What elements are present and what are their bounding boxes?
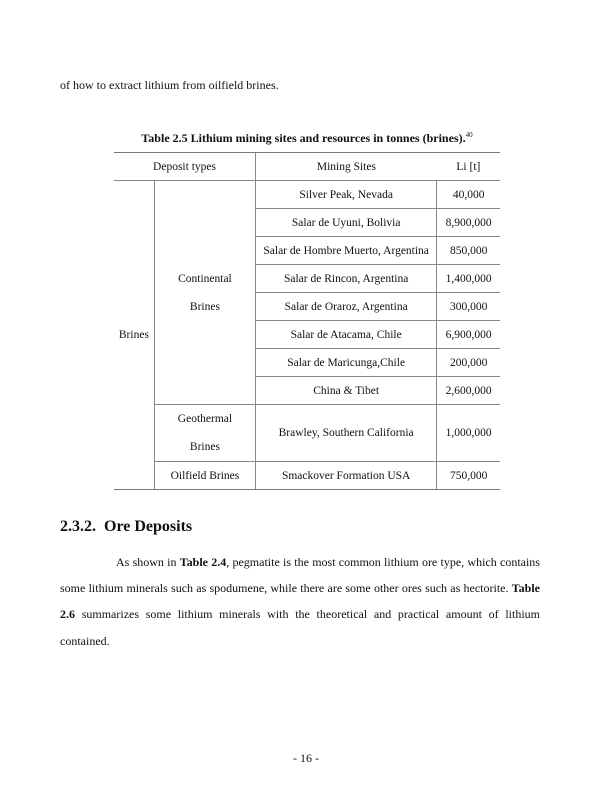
paragraph-text: , pegmatite is the most common lithium ore type, which contains some lithium minerals such as spodumene, while there are some other ores such as hectorite.: [60, 555, 540, 596]
table-reference: Table 2.6: [60, 581, 540, 622]
li-cell: 1,400,000: [437, 265, 500, 293]
site-cell: China & Tibet: [256, 377, 437, 405]
section-paragraph: [60, 549, 540, 654]
li-cell: 8,900,000: [437, 209, 500, 237]
subgroup-line: Brines: [189, 300, 220, 313]
paragraph-text: summarizes some lithium minerals with the theoretical and practical amount of lithium contained.: [60, 607, 540, 648]
li-cell: 2,600,000: [437, 377, 500, 405]
site-cell: Salar de Rincon, Argentina: [256, 265, 437, 293]
table-row: [114, 405, 500, 462]
header-li: Li [t]: [437, 153, 500, 181]
li-cell: 6,900,000: [437, 321, 500, 349]
site-cell: Salar de Maricunga,Chile: [256, 349, 437, 377]
li-cell: 40,000: [437, 181, 500, 209]
table-row: [114, 462, 500, 490]
paragraph-text: As shown in: [116, 555, 180, 569]
section-heading: 2.3.2. Ore Deposits: [60, 518, 193, 535]
lithium-brines-table: [114, 152, 500, 490]
subgroup-line: Geothermal: [177, 413, 233, 425]
li-cell: 750,000: [437, 462, 500, 490]
subgroup-oilfield: Oilfield Brines: [154, 462, 255, 490]
li-cell: 850,000: [437, 237, 500, 265]
table-reference: Table 2.4: [179, 555, 227, 569]
site-cell: Salar de Oraroz, Argentina: [256, 293, 437, 321]
site-cell: Smackover Formation USA: [256, 462, 437, 490]
subgroup-line: Continental: [178, 272, 232, 285]
site-cell: Salar de Uyuni, Bolivia: [256, 209, 437, 237]
header-deposit-types: Deposit types: [114, 153, 256, 181]
li-cell: 200,000: [437, 349, 500, 377]
site-cell: Brawley, Southern California: [256, 405, 437, 462]
intro-line: of how to extract lithium from oilfield brines.: [60, 78, 279, 92]
subgroup-line: Brines: [189, 441, 220, 453]
page-number: - 16 -: [293, 751, 319, 765]
table-header-row: [114, 153, 500, 181]
table-caption: [114, 131, 500, 146]
li-cell: 300,000: [437, 293, 500, 321]
header-mining-sites: Mining Sites: [256, 153, 437, 181]
site-cell: Salar de Atacama, Chile: [256, 321, 437, 349]
site-cell: Silver Peak, Nevada: [256, 181, 437, 209]
subgroup-geothermal: [154, 405, 255, 462]
li-cell: 1,000,000: [437, 405, 500, 462]
subgroup-continental: [154, 181, 255, 405]
caption-text: Table 2.5 Lithium mining sites and resources in tonnes (brines).: [141, 131, 466, 145]
site-cell: Salar de Hombre Muerto, Argentina: [256, 237, 437, 265]
caption-reference: 40: [465, 131, 473, 139]
group-brines: Brines: [114, 181, 154, 490]
table-row: [114, 181, 500, 209]
